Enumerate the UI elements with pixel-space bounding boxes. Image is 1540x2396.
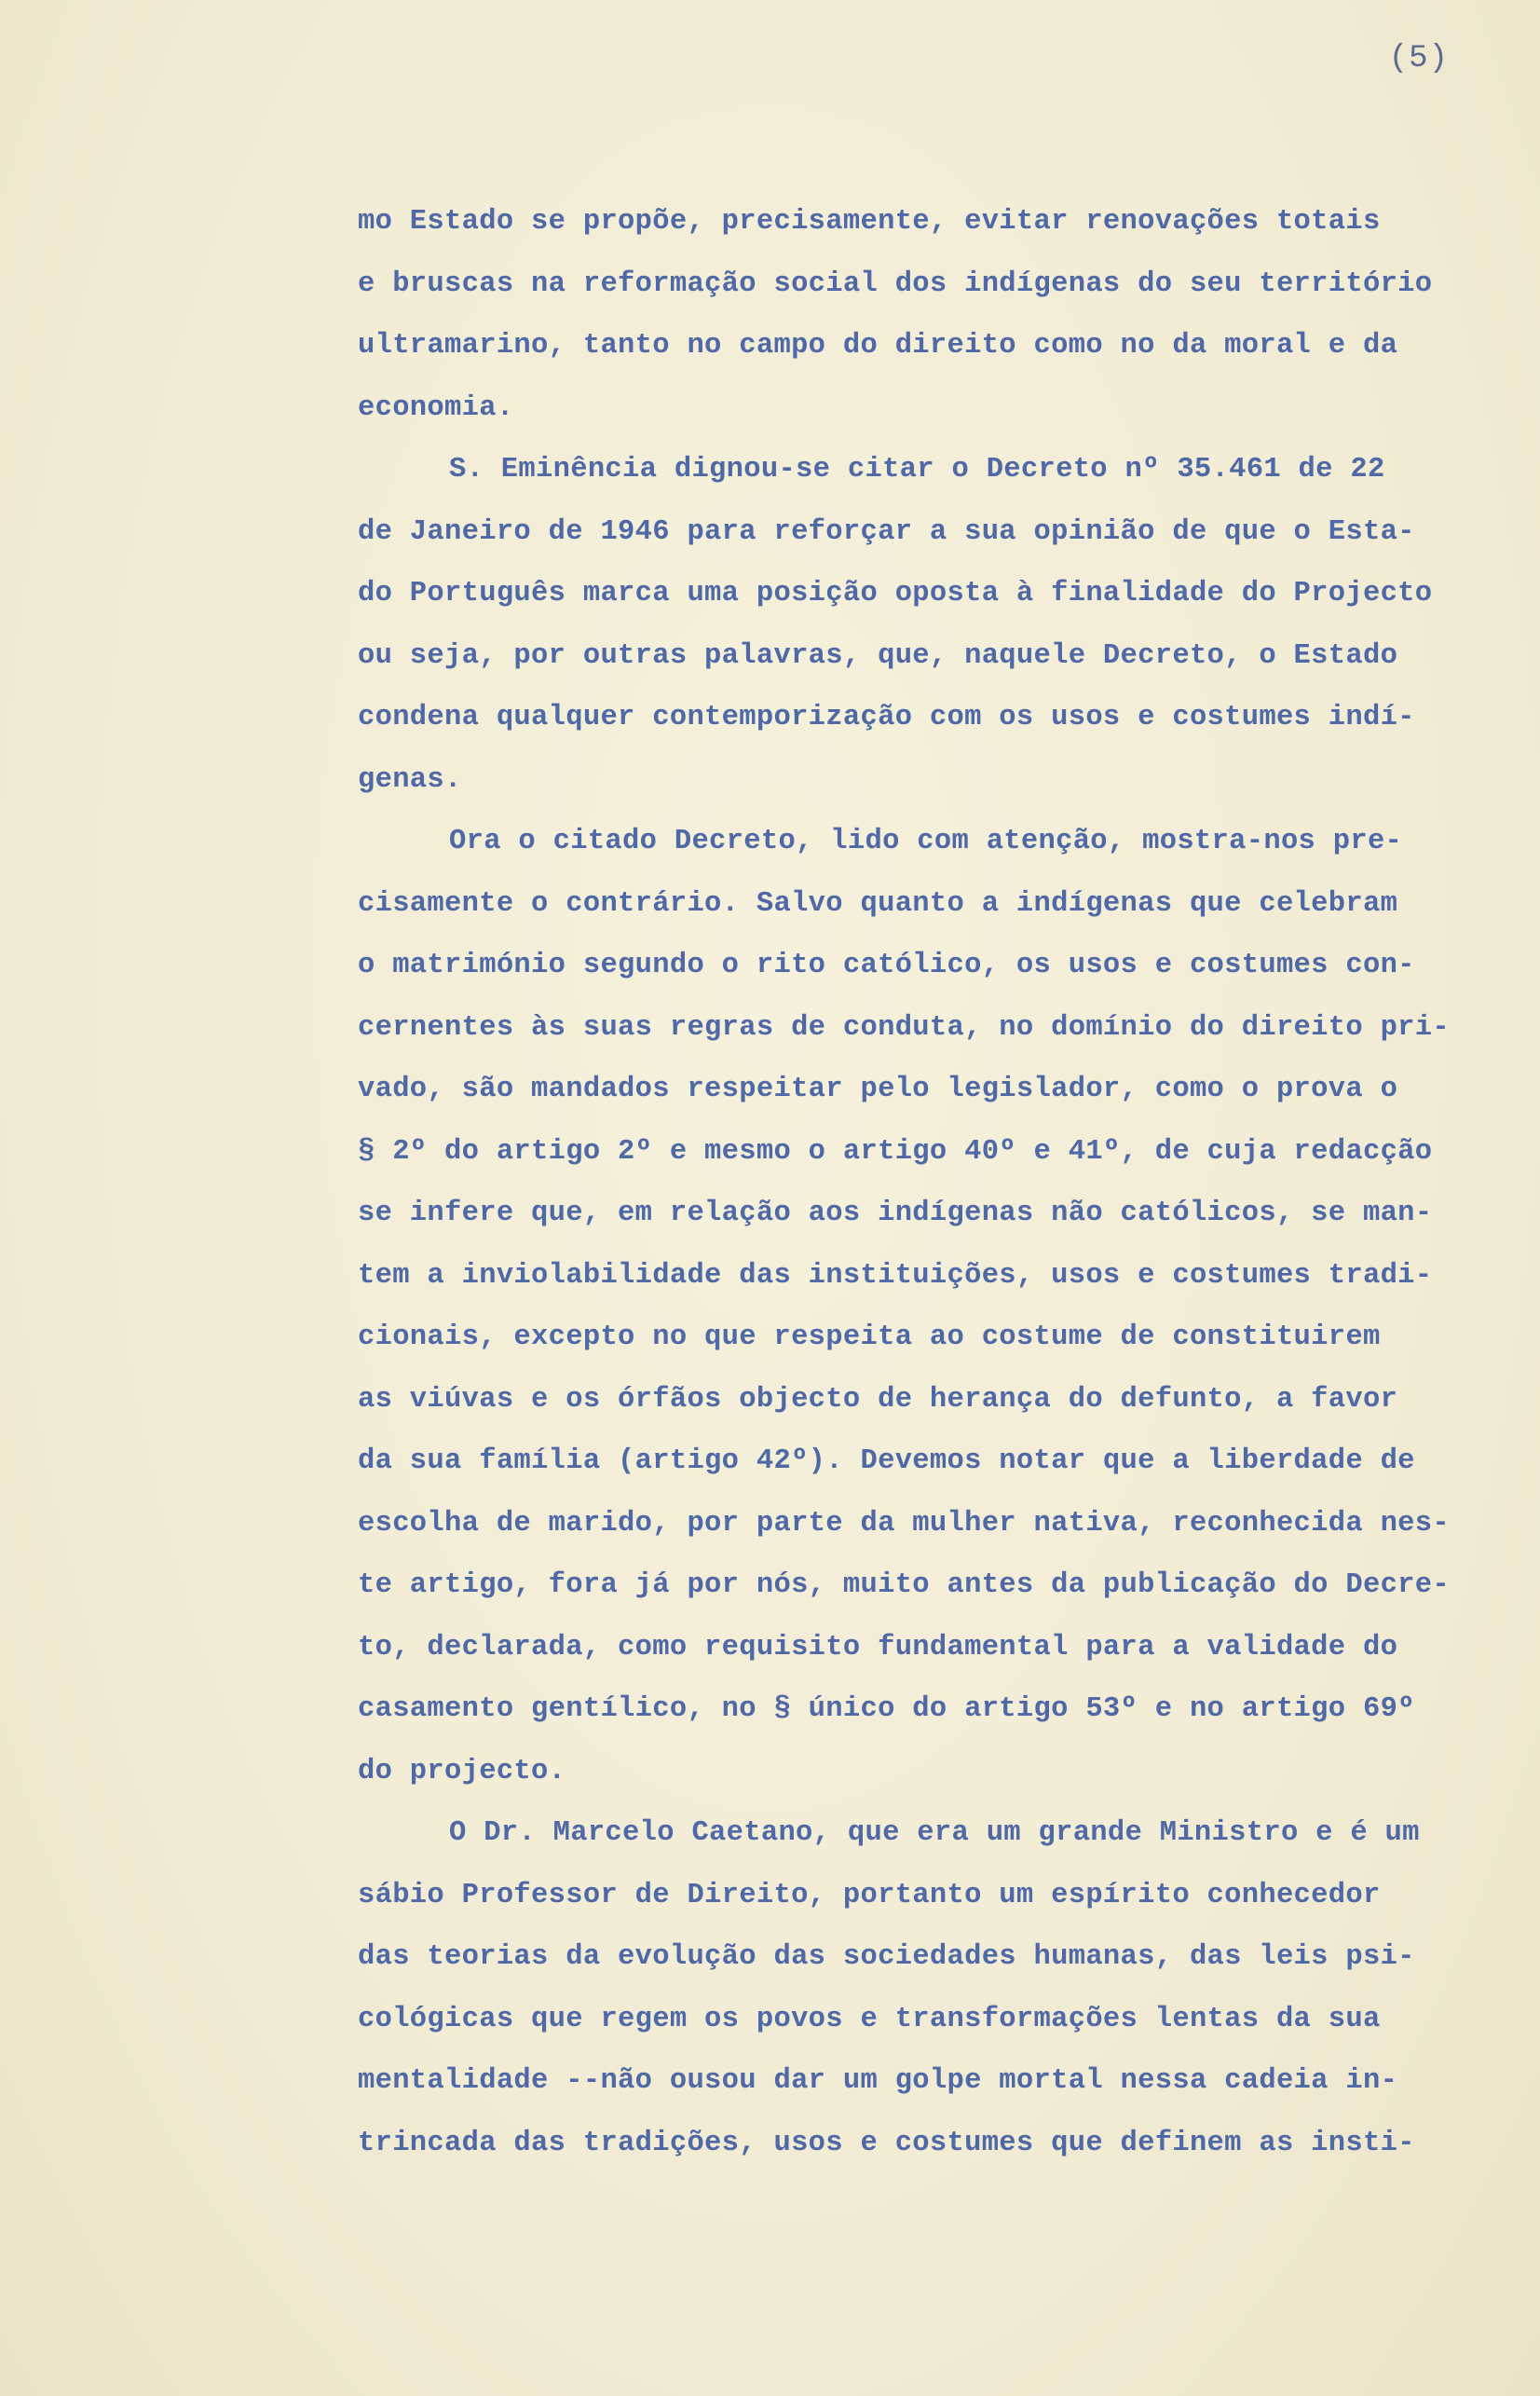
paragraph-1 [358, 191, 1513, 439]
text-line: do projecto. [358, 1755, 566, 1787]
text-line: condena qualquer contemporização com os usos e costumes indí- [358, 702, 1415, 733]
paragraph-3 [358, 811, 1513, 1802]
text-line: cionais, excepto no que respeita ao costume de constituirem [358, 1321, 1381, 1353]
text-line: e bruscas na reformação social dos indígenas do seu território [358, 267, 1433, 300]
text-line: O Dr. Marcelo Caetano, que era um grande Ministro e é um [449, 1817, 1420, 1849]
text-line: mo Estado se propõe, precisamente, evitar renovações totais [358, 206, 1381, 238]
text-line: economia. [358, 391, 514, 424]
text-line: genas. [358, 763, 462, 796]
text-line: o matrimónio segundo o rito católico, os usos e costumes con- [358, 950, 1415, 981]
text-line: Ora o citado Decreto, lido com atenção, mostra-nos pre- [449, 826, 1403, 857]
text-line: ou seja, por outras palavras, que, naquele Decreto, o Estado [358, 639, 1398, 672]
text-line: ultramarino, tanto no campo do direito como no da moral e da [358, 330, 1398, 362]
text-line: casamento gentílico, no § único do artigo 53º e no artigo 69º [358, 1693, 1415, 1725]
text-line: to, declarada, como requisito fundamental para a validade do [358, 1631, 1398, 1664]
paragraph-2 [358, 439, 1513, 811]
text-line: da sua família (artigo 42º). Devemos notar que a liberdade de [358, 1445, 1415, 1477]
text-line: § 2º do artigo 2º e mesmo o artigo 40º e 41º, de cuja redacção [358, 1135, 1433, 1168]
text-line: cisamente o contrário. Salvo quanto a indígenas que celebram [358, 887, 1398, 920]
text-line: cológicas que regem os povos e transformações lentas da sua [358, 2003, 1381, 2035]
text-line: trincada das tradições, usos e costumes que definem as insti- [358, 2127, 1415, 2159]
text-line: cernentes às suas regras de conduta, no domínio do direito pri- [358, 1011, 1450, 1044]
text-line: tem a inviolabilidade das instituições, usos e costumes tradi- [358, 1259, 1433, 1292]
document-body [358, 191, 1513, 2174]
text-line: de Janeiro de 1946 para reforçar a sua opinião de que o Esta- [358, 515, 1415, 548]
text-line: vado, são mandados respeitar pelo legislador, como o prova o [358, 1074, 1398, 1105]
text-line: as viúvas e os órfãos objecto de herança do defunto, a favor [358, 1383, 1398, 1416]
text-line: mentalidade --não ousou dar um golpe mortal nessa cadeia in- [358, 2065, 1398, 2097]
text-line: S. Eminência dignou-se citar o Decreto nº 35.461 de 22 [449, 454, 1385, 486]
text-line: se infere que, em relação aos indígenas não católicos, se man- [358, 1198, 1433, 1229]
text-line: te artigo, fora já por nós, muito antes da publicação do Decre- [358, 1569, 1450, 1601]
text-line: sábio Professor de Direito, portanto um espírito conhecedor [358, 1879, 1381, 1911]
page-number: (5) [1388, 41, 1449, 76]
text-line: das teorias da evolução das sociedades humanas, das leis psi- [358, 1941, 1415, 1973]
text-line: do Português marca uma posição oposta à finalidade do Projecto [358, 578, 1433, 609]
paragraph-4 [358, 1802, 1513, 2174]
text-line: escolha de marido, por parte da mulher nativa, reconhecida nes- [358, 1507, 1450, 1540]
